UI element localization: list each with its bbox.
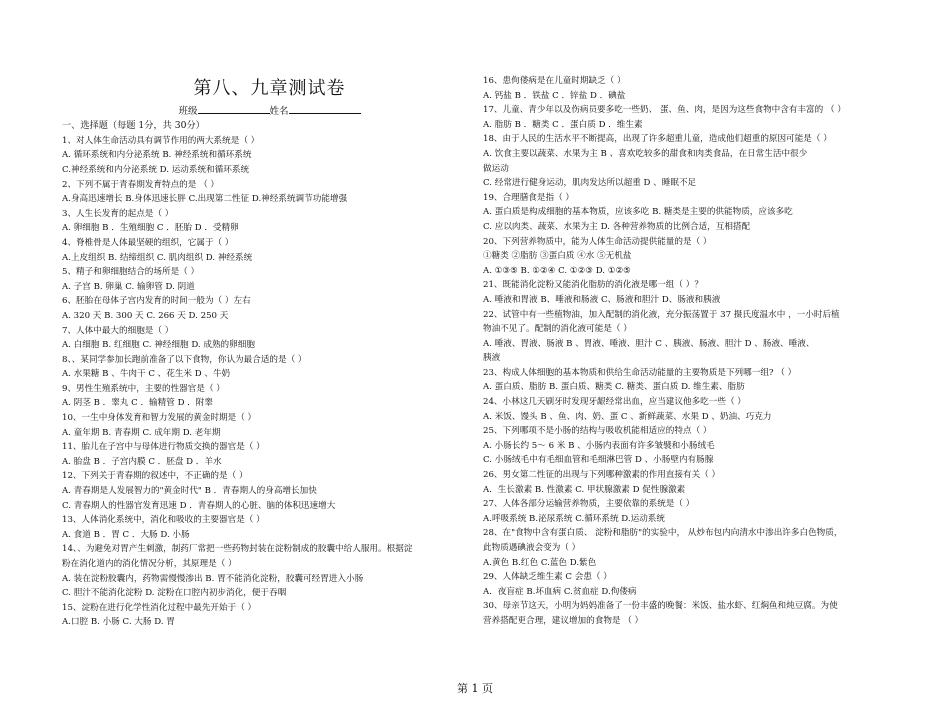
- question-line: 4、脊椎骨是人体最坚硬的组织，它属于（ ）: [62, 237, 234, 248]
- question-line: A.黄色 B.红色 C.蓝色 D.紫色: [483, 557, 597, 568]
- question-line: A. 子宫 B. 卵巢 C. 输卵管 D. 阴道: [62, 281, 195, 292]
- class-label: 班级: [178, 106, 198, 117]
- question-line: A.身高迅速增长 B.身体迅速长胖 C.出现第二性征 D.神经系统调节功能增强: [62, 194, 348, 205]
- class-name-line: [62, 104, 477, 119]
- question-line: 9、男性生殖系统中，主要的性器官是（ ）: [62, 383, 225, 394]
- question-line: C. 应以肉类、蔬菜、水果为主 D. 各种营养物质的比例合适，互相搭配: [483, 221, 751, 232]
- question-line: 11、胎儿在子宫中与母体进行物质交换的器官是（ ）: [62, 442, 265, 453]
- question-line: 16、患佝偻病是在儿童时期缺乏（ ）: [483, 76, 626, 86]
- question-line: A. 童年期 B. 青春期 C. 成年期 D. 老年期: [62, 427, 221, 438]
- question-line: C.神经系统和内分泌系统 D. 运动系统和循环系统: [62, 164, 250, 175]
- question-line: 30、母亲节这天，小明为妈妈准备了一份丰盛的晚餐：米饭、盐水虾、红焖鱼和炖豆腐。为使: [483, 601, 838, 612]
- question-line: C. 青春期人的性器官发育迅速 D ．青春期人的心脏、脑的体积迅速增大: [62, 500, 336, 511]
- question-line: A. 蛋白质是构成细胞的基本物质，应该多吃 B. 糖类是主要的供能物质，应该多吃: [483, 207, 793, 218]
- question-line: A. 唾液、胃液、肠液 B 、胃液、唾液、胆汁 C 、胰液、肠液、胆汁 D 、肠液、唾液、: [483, 338, 815, 349]
- name-label: 姓名: [269, 106, 289, 117]
- question-line: A. ①③⑤ B. ①②④ C. ①②③ D. ①②⑤: [483, 265, 631, 276]
- question-line: A．夜盲症 B.坏血病 C.贫血症 D.佝偻病: [483, 586, 637, 597]
- question-line: C. 胆汁不能消化淀粉 D. 淀粉在口腔内初步消化，便于吞咽: [62, 588, 287, 599]
- question-line: 23、构成人体细胞的基本物质和供给生命活动能量的主要物质是下列哪一组? （ ）: [483, 367, 797, 378]
- question-line: 24、小林这几天刷牙时发现牙龈经常出血，应当建议他多吃一些（ ）: [483, 397, 746, 408]
- right-question-list: [483, 74, 898, 629]
- question-line: A. 脂肪 B ．糖类 C ．蛋白质 D ．维生素: [483, 119, 643, 130]
- question-line: A.口腔 B. 小肠 C. 大肠 D. 胃: [62, 617, 175, 628]
- question-line: 2、下列不属于青春期发育特点的是 （ ）: [62, 179, 220, 190]
- question-line: A. 饮食主要以蔬菜、水果为主 B 、喜欢吃较多的甜食和肉类食品，在日常生活中很少: [483, 148, 808, 159]
- question-line: A. 320 天 B. 300 天 C. 266 天 D. 250 天: [62, 310, 229, 321]
- question-line: 18、由于人民的生活水平不断提高，出现了许多超重儿童，造成他们超重的原因可能是（ ）: [483, 134, 832, 145]
- question-line: 10、一生中身体发育和智力发展的黄金时期是（ ）: [62, 413, 257, 424]
- question-line: 3、人生长发育的起点是（ ）: [62, 208, 174, 219]
- question-line: A．生长激素 B. 性激素 C. 甲状腺激素 D 促性腺激素: [483, 484, 686, 495]
- left-question-list: [62, 134, 477, 630]
- question-line: C. 经常进行健身运动，肌肉发达所以超重 D 、睡眠不足: [483, 178, 697, 189]
- question-line: C. 小肠绒毛中有毛细血管和毛细淋巴管 D 、小肠壁内有肠腺: [483, 455, 714, 466]
- question-line: A.上皮组织 B. 结缔组织 C. 肌肉组织 D. 神经系统: [62, 252, 253, 263]
- question-line: 22、试管中有一些植物油，加入配制的消化液，充分振荡置于 37 摄氏度温水中 ，一小时后植: [483, 309, 840, 320]
- question-line: A.呼吸系统 B.泌尿系统 C.循环系统 D.运动系统: [483, 513, 665, 524]
- question-line: 粉在消化道内的消化情况分析，其原理是（ ）: [62, 559, 237, 570]
- question-line: A. 唾液和胃液 B、唾液和肠液 C、肠液和胆汁 D、肠液和胰液: [483, 294, 721, 305]
- name-blank[interactable]: [289, 104, 361, 114]
- page-footer: 第 1 页: [457, 682, 493, 695]
- question-line: A. 胎盘 B ．子宫内膜 C ．胚盘 D ．羊水: [62, 456, 222, 467]
- question-line: 29、人体缺乏维生素 C 会患（ ）: [483, 572, 612, 583]
- question-line: 17、儿童、青少年以及伤病员要多吃一些奶、 蛋、鱼、肉，是因为这些食物中含有丰富的 （ ）: [483, 105, 846, 116]
- question-line: 物油不见了。配制的消化液可能是（ ）: [483, 324, 632, 335]
- question-line: A. 钙盐 B ．铁盐 C ．锌盐 D ．碘盐: [483, 90, 626, 101]
- question-line: A. 米饭、馒头 B 、鱼、肉、奶、蛋 C 、新鲜蔬菜、水果 D 、奶油、巧克力: [483, 411, 772, 422]
- question-line: A. 阴茎 B ．睾丸 C ．输精管 D ．附睾: [62, 398, 213, 409]
- section-heading: 一、选择题（每题 1分，共 30分）: [62, 120, 205, 131]
- question-line: A. 食道 B ．胃 C ．大肠 D. 小肠: [62, 529, 190, 540]
- question-line: A. 卵细胞 B ．生殖细胞 C ．胚胎 D ．受精卵: [62, 223, 239, 234]
- question-line: ①糖类 ②脂肪 ③蛋白质 ④水 ⑤无机盐: [483, 251, 632, 262]
- left-column: [62, 78, 477, 630]
- question-line: 15、淀粉在进行化学性消化过程中最先开始于（ ）: [62, 602, 257, 613]
- question-line: 营养搭配更合理，建议增加的食物是 （ ）: [483, 615, 644, 626]
- question-line: A. 小肠长约 5～ 6 米 B 、小肠内表面有许多皱襞和小肠绒毛: [483, 440, 715, 451]
- question-line: 26、男女第二性征的出现与下列哪种激素的作用直接有关（ ）: [483, 470, 721, 481]
- question-line: A. 蛋白质、脂肪 B. 蛋白质、糖类 C. 糖类、蛋白质 D. 维生素、脂肪: [483, 382, 745, 393]
- question-line: A. 青春期是人发展智力的"黄金时代" B ．青春期人的身高增长加快: [62, 486, 317, 497]
- question-line: 做运动: [483, 163, 509, 174]
- question-line: 7、人体中最大的细胞是（ ）: [62, 325, 174, 336]
- page-title: 第八、九章测试卷: [193, 78, 346, 99]
- question-line: 8、、某同学参加长跑前准备了以下食物，你认为最合适的是（ ）: [62, 354, 307, 365]
- question-line: 12、下列关于青春期的叙述中，不正确的是（ ）: [62, 471, 248, 482]
- question-line: 5、精子和卵细胞结合的场所是（ ）: [62, 267, 200, 278]
- question-line: A. 白细胞 B. 红细胞 C. 神经细胞 D. 成熟的卵细胞: [62, 340, 255, 351]
- question-line: 1、对人体生命活动具有调节作用的两大系统是（ ）: [62, 135, 260, 146]
- question-line: A. 装在淀粉胶囊内，药物需慢慢渗出 B. 胃不能消化淀粉，胶囊可经胃进入小肠: [62, 573, 364, 584]
- question-line: A. 循环系统和内分泌系统 B. 神经系统和循环系统: [62, 150, 252, 161]
- class-blank[interactable]: [198, 104, 270, 114]
- right-column: [483, 74, 898, 629]
- question-line: 13、人体消化系统中，消化和吸收的主要器官是（ ）: [62, 515, 265, 526]
- question-line: 6、胚胎在母体子宫内发育的时间一般为（ ）左右: [62, 296, 251, 307]
- question-line: 21、既能消化淀粉又能消化脂肪的消化液是哪一组（ ）？: [483, 280, 703, 291]
- question-line: 20、下列营养物质中，能为人体生命活动提供能量的是（ ）: [483, 236, 712, 247]
- question-line: 27、人体各部分运输营养物质，主要依靠的系统是（ ）: [483, 499, 695, 510]
- question-line: 19、合理膳食是指（ ）: [483, 192, 575, 203]
- question-line: 25、下列哪项不是小肠的结构与吸收机能相适应的特点（ ）: [483, 426, 712, 437]
- question-line: 此物质遇碘液会变为（ ）: [483, 543, 581, 553]
- question-line: 胰液: [483, 353, 501, 364]
- question-line: 14、、为避免对胃产生刺激，制药厂常把一些药物封装在淀粉制成的胶囊中给人服用。根据淀: [62, 544, 413, 555]
- question-line: A. 水果糖 B 、牛肉干 C 、花生米 D 、牛奶: [62, 369, 231, 380]
- question-line: 28、在"食物中含有蛋白质、 淀粉和脂肪"的实验中， 从炒布包内向清水中渗出许多白色物质，: [483, 528, 843, 539]
